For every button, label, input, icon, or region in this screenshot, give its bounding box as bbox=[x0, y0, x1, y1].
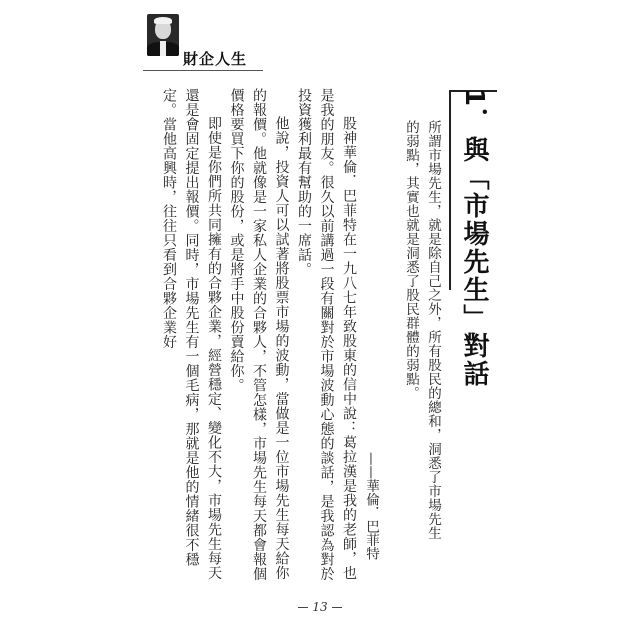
portrait-icon bbox=[147, 14, 179, 56]
series-title: 財企人生 bbox=[183, 50, 248, 68]
epigraph-attribution: ——華倫．巴菲特 bbox=[363, 452, 379, 560]
page-footer bbox=[0, 600, 640, 614]
body-text bbox=[160, 88, 360, 588]
chapter-heading: 1．與「市場先生」對話 bbox=[459, 88, 489, 389]
body-paragraph-2: 他說，投資人可以試著將股票市場的波動，當做是一位市場先生每天給你的報價。他就像是一家私人企業的合夥人，不管怎樣，市場先生每天都會報個價格要買下你的股份，或是將手中股份賣給你。 bbox=[228, 88, 290, 581]
folio-dash-right bbox=[332, 607, 342, 608]
header-divider bbox=[143, 70, 263, 71]
epigraph-quote: 所謂市場先生，就是除自己之外，所有股民的總和，洞悉了市場先生的弱點，其實也就是洞悉了股民群體的弱點。 bbox=[403, 120, 441, 540]
heading-rule-side bbox=[449, 90, 451, 290]
body-paragraph-3: 即使是你們所共同擁有的合夥企業，經營穩定、變化不大，市場先生每天還是會固定提出報價。同時，市場先生有一個毛病，那就是他的情緒很不穩定。當他高興時，往往只看到合夥企業好 bbox=[161, 88, 222, 580]
folio-dash-left bbox=[298, 607, 308, 608]
page-number: 13 bbox=[312, 600, 328, 614]
body-paragraph-1: 股神華倫．巴菲特在一九八七年致股東的信中說：葛拉漢是我的老師，也是我的朋友。很久以前講過一段有關對於市場波動心態的談話，是我認為對於投資獲利最有幫助的一席話。 bbox=[296, 88, 357, 581]
series-brand bbox=[143, 10, 248, 70]
